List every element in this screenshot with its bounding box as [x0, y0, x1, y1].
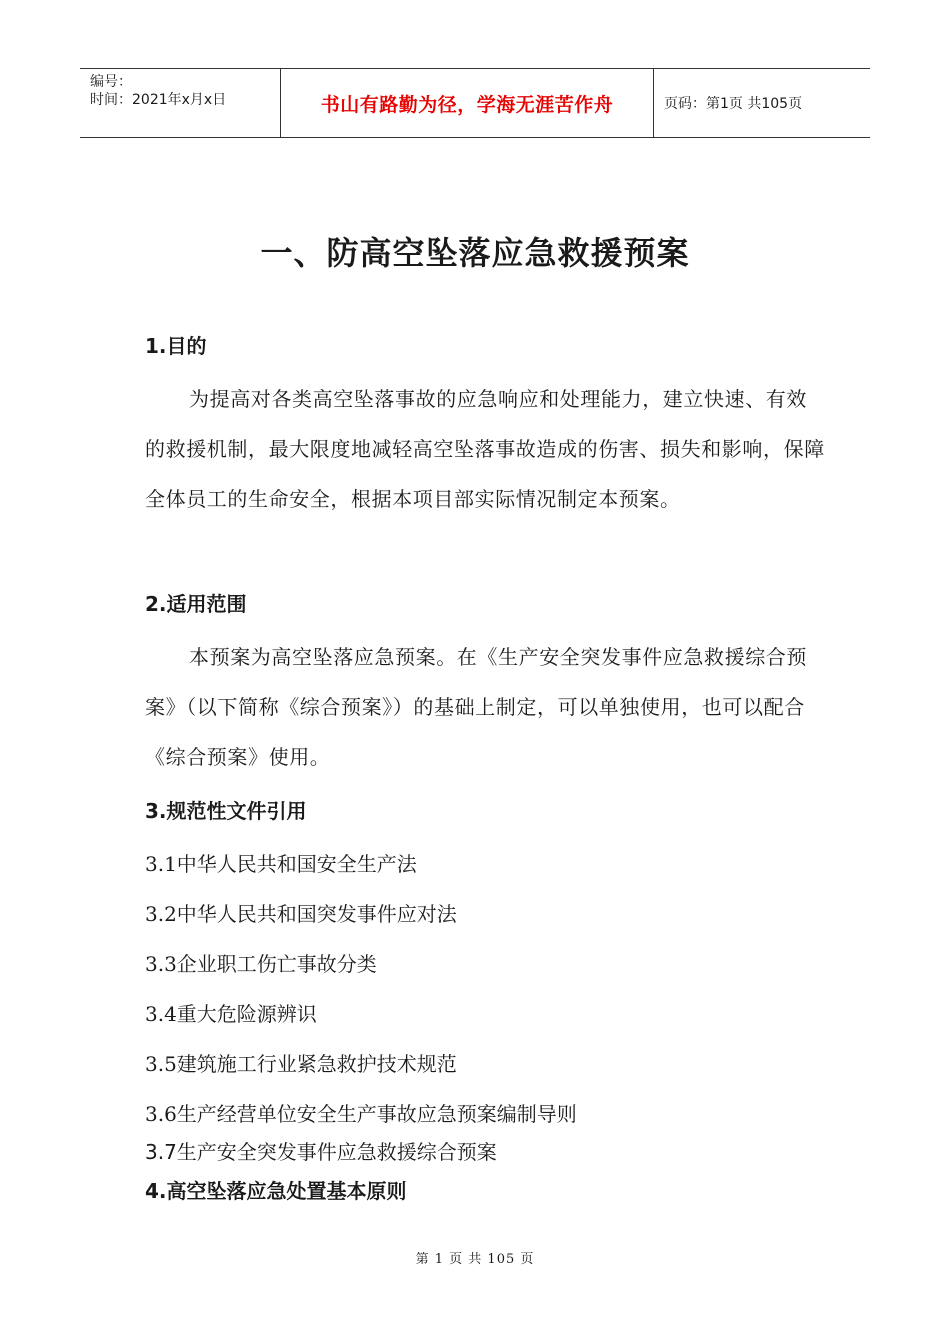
- header-time-label: 时间：2021年x月x日: [90, 92, 227, 108]
- reference-item: 3.1中华人民共和国安全生产法: [145, 852, 417, 876]
- section-paragraph-scope: 本预案为高空坠落应急预案。在《生产安全突发事件应急救援综合预案》（以下简称《综合预案》）的基础上制定，可以单独使用，也可以配合《综合预案》使用。: [145, 645, 807, 769]
- document-header: [80, 68, 870, 138]
- document-title: 一、防高空坠落应急救援预案: [260, 234, 690, 272]
- reference-item: 3.2中华人民共和国突发事件应对法: [145, 902, 457, 926]
- reference-item: 3.5建筑施工行业紧急救护技术规范: [145, 1052, 457, 1076]
- header-motto: 书山有路勤为径，学海无涯苦作舟: [281, 69, 654, 137]
- reference-item: 3.3企业职工伤亡事故分类: [145, 952, 377, 976]
- reference-item: 3.6生产经营单位安全生产事故应急预案编制导则: [145, 1102, 577, 1126]
- header-page-info: 页码：第1页 共105页: [664, 96, 803, 112]
- section-heading-purpose: 1.目的: [145, 334, 207, 358]
- reference-item: 3.7生产安全突发事件应急救援综合预案: [145, 1140, 497, 1164]
- header-number-label: 编号：: [90, 74, 132, 90]
- page-footer: 第 1 页 共 105 页: [415, 1252, 535, 1267]
- section-heading-references: 3.规范性文件引用: [145, 799, 307, 823]
- section-paragraph-purpose: 为提高对各类高空坠落事故的应急响应和处理能力，建立快速、有效的救援机制，最大限度地减轻高空坠落事故造成的伤害、损失和影响，保障全体员工的生命安全，根据本项目部实际情况制定本预案。: [145, 387, 825, 511]
- reference-item: 3.4重大危险源辨识: [145, 1002, 317, 1026]
- section-heading-principles: 4.高空坠落应急处置基本原则: [145, 1179, 407, 1203]
- header-meta-cell: [80, 69, 281, 137]
- section-heading-scope: 2.适用范围: [145, 592, 247, 616]
